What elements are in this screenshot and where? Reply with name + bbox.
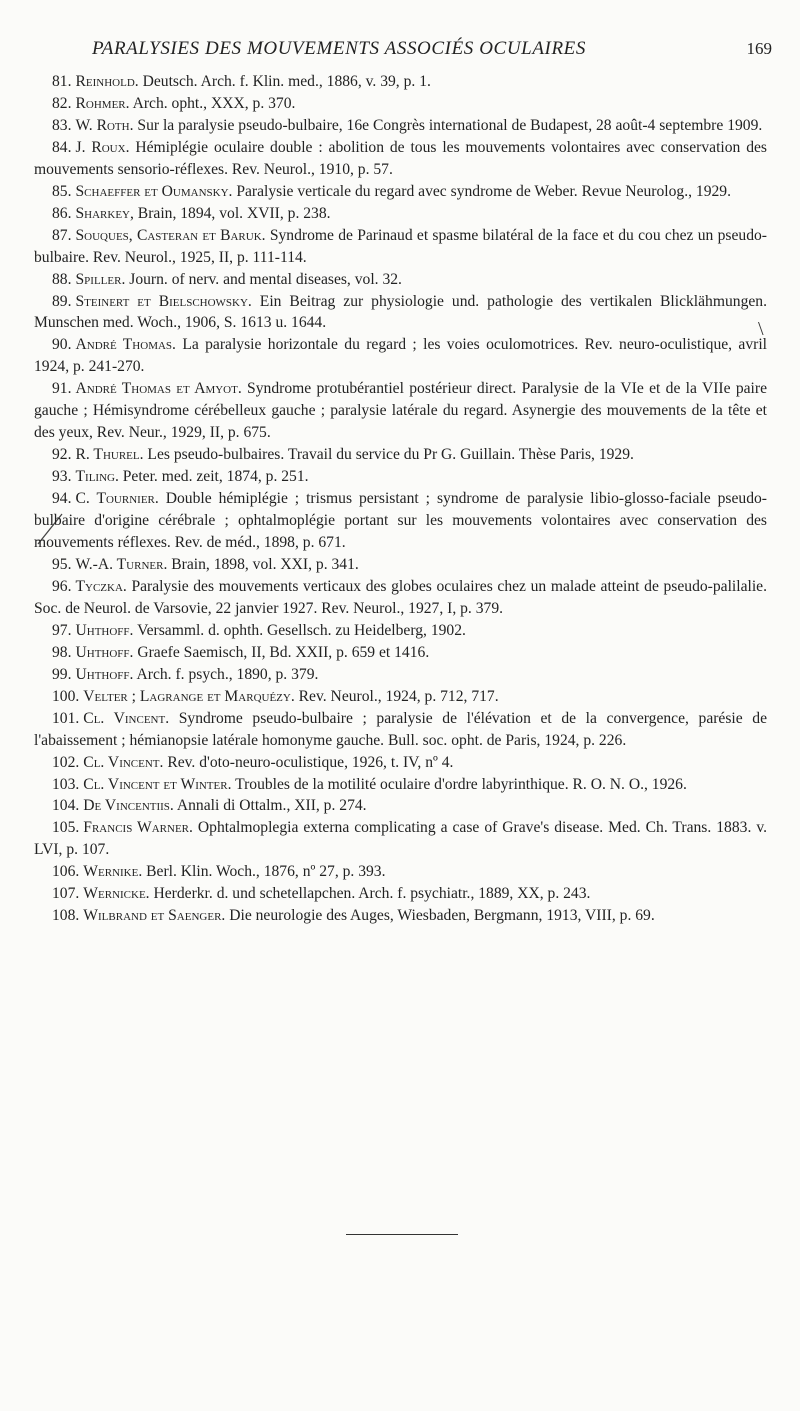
- reference-entry: [34, 71, 767, 93]
- reference-text: Journ. of nerv. and mental diseases, vol. 32.: [125, 270, 402, 288]
- reference-text: Die neurologie des Auges, Wiesbaden, Bergmann, 1913, VIII, p. 69.: [225, 907, 655, 925]
- reference-number: 91.: [52, 380, 72, 398]
- reference-number: 108.: [52, 907, 80, 925]
- reference-number: 106.: [52, 863, 80, 881]
- reference-text: Berl. Klin. Woch., 1876, nº 27, p. 393.: [142, 863, 386, 881]
- reference-entry: [34, 620, 767, 642]
- reference-number: 86.: [52, 204, 72, 222]
- reference-author: W. Roth.: [75, 116, 134, 134]
- running-title: PARALYSIES DES MOUVEMENTS ASSOCIÉS OCULAIRES: [92, 38, 586, 59]
- reference-author: Sharkey,: [75, 204, 134, 222]
- reference-number: 98.: [52, 643, 72, 661]
- reference-author: Wernicke.: [83, 885, 150, 903]
- reference-author: Steinert et Bielschowsky.: [75, 292, 252, 310]
- reference-number: 87.: [52, 226, 72, 244]
- reference-text: Rev. Neurol., 1924, p. 712, 717.: [294, 687, 499, 705]
- reference-number: 101.: [52, 709, 80, 727]
- reference-author: Rohmer.: [75, 94, 130, 112]
- reference-text: Peter. med. zeit, 1874, p. 251.: [118, 468, 309, 486]
- reference-text: Annali di Ottalm., XII, p. 274.: [173, 797, 367, 815]
- reference-author: Wernike.: [83, 863, 143, 881]
- reference-number: 103.: [52, 775, 80, 793]
- reference-number: 100.: [52, 687, 80, 705]
- reference-author: Velter ; Lagrange et Marquézy.: [83, 687, 295, 705]
- reference-text: Herderkr. d. und schetellapchen. Arch. f. psychiatr., 1889, XX, p. 243.: [149, 885, 591, 903]
- reference-entry: [34, 93, 767, 115]
- reference-text: La paralysie horizontale du regard ; les voies oculomotrices. Rev. neuro-oculistique, avril 1924, p. 241-270.: [34, 336, 768, 376]
- reference-text: Rev. d'oto-neuro-oculistique, 1926, t. IV, nº 4.: [163, 753, 454, 771]
- reference-text: Les pseudo-bulbaires. Travail du service du Pr G. Guillain. Thèse Paris, 1929.: [143, 446, 634, 464]
- reference-number: 99.: [52, 665, 72, 683]
- reference-entry: [34, 269, 767, 291]
- reference-number: 105.: [52, 819, 80, 837]
- reference-text: Ein Beitrag zur physiologie und. pathologie des vertikalen Blicklähmungen. Munschen med. Woch., 1906, S. 1613 u. 1644.: [34, 292, 767, 332]
- reference-number: 90.: [52, 336, 72, 354]
- reference-text: Syndrome protubérantiel postérieur direct. Paralysie de la VIe et de la VIIe paire gauche ; Hémisyndrome cérébelleux gauche ; paralysie latérale du regard. Asynergie des mouvements de la tête et des yeux, Rev. Neur., 1929, II, p. 675.: [34, 380, 768, 442]
- reference-text: Brain, 1898, vol. XXI, p. 341.: [167, 555, 359, 573]
- reference-text: Ophtalmoplegia externa complicating a case of Grave's disease. Med. Ch. Trans. 1883. v. LVI, p. 107.: [34, 819, 767, 859]
- reference-text: Paralysie des mouvements verticaux des globes oculaires chez un malade atteint de pseudo-palilalie. Soc. de Neurol. de Varsovie, 22 janvier 1927. Rev. Neurol., 1927, I, p. 379.: [34, 577, 767, 617]
- reference-number: 82.: [52, 94, 72, 112]
- reference-author: Schaeffer et Oumansky.: [75, 182, 233, 200]
- reference-number: 97.: [52, 621, 72, 639]
- reference-author: Francis Warner.: [83, 819, 193, 837]
- reference-entry: [34, 203, 767, 225]
- reference-author: Cl. Vincent.: [83, 709, 170, 727]
- reference-entry: [34, 774, 767, 796]
- reference-text: Double hémiplégie ; trismus persistant ; syndrome de paralysie libio-glosso-faciale pseudo-bulbaire d'origine cérébrale ; ophtalmoplégie portant sur les mouvements volontaires avec conservation des mouvements réflexes. Rev. de méd., 1898, p. 671.: [34, 490, 767, 552]
- reference-entry: [34, 554, 767, 576]
- margin-mark: \: [758, 318, 764, 340]
- reference-text: Arch. opht., XXX, p. 370.: [129, 94, 296, 112]
- reference-text: Graefe Saemisch, II, Bd. XXII, p. 659 et 1416.: [133, 643, 430, 661]
- reference-entry: [34, 664, 767, 686]
- reference-entry: [34, 334, 767, 378]
- reference-author: R. Thurel.: [75, 446, 144, 464]
- reference-entry: [34, 181, 767, 203]
- reference-entry: [34, 378, 767, 444]
- reference-author: Reinhold.: [75, 73, 139, 90]
- reference-number: 102.: [52, 753, 80, 771]
- reference-entry: [34, 861, 767, 883]
- reference-entry: [34, 686, 767, 708]
- reference-author: Cl. Vincent.: [83, 753, 164, 771]
- reference-text: Syndrome pseudo-bulbaire ; paralysie de l'élévation et de la convergence, parésie de l'abaissement ; hémianopsie latérale homonyme gauche. Bull. soc. opht. de Paris, 1924, p. 226.: [34, 709, 767, 749]
- reference-number: 81.: [52, 73, 72, 90]
- reference-author: W.-A. Turner.: [75, 555, 168, 573]
- reference-number: 92.: [52, 446, 72, 464]
- reference-entry: [34, 115, 767, 137]
- reference-number: 96.: [52, 577, 72, 595]
- reference-author: Uhthoff.: [75, 621, 134, 639]
- reference-number: 83.: [52, 116, 72, 134]
- reference-author: Tiling.: [75, 468, 119, 486]
- reference-author: André Thomas et Amyot.: [75, 380, 242, 398]
- reference-number: 84.: [52, 138, 72, 156]
- reference-entry: [34, 795, 767, 817]
- reference-number: 104.: [52, 797, 80, 815]
- reference-entry: [34, 752, 767, 774]
- reference-number: 107.: [52, 885, 80, 903]
- reference-entry: [34, 576, 767, 620]
- reference-number: 93.: [52, 468, 72, 486]
- reference-number: 94.: [52, 490, 72, 508]
- reference-author: Tyczka.: [75, 577, 127, 595]
- reference-number: 95.: [52, 555, 72, 573]
- reference-entry: [34, 137, 767, 181]
- reference-text: Brain, 1894, vol. XVII, p. 238.: [133, 204, 331, 222]
- reference-text: Hémiplégie oculaire double : abolition de tous les mouvements volontaires avec conservation des mouvements sensorio-réflexes. Rev. Neurol., 1910, p. 57.: [34, 138, 767, 178]
- reference-entry: [34, 444, 767, 466]
- reference-number: 88.: [52, 270, 72, 288]
- reference-entry: [34, 883, 767, 905]
- reference-entry: [34, 905, 767, 927]
- page-number: 169: [746, 39, 772, 58]
- reference-text: Troubles de la motilité oculaire d'ordre labyrinthique. R. O. N. O., 1926.: [231, 775, 687, 793]
- reference-number: 89.: [52, 292, 72, 310]
- reference-author: André Thomas.: [75, 336, 176, 354]
- reference-text: Arch. f. psych., 1890, p. 379.: [133, 665, 319, 683]
- reference-text: Paralysie verticale du regard avec syndrome de Weber. Revue Neurolog., 1929.: [232, 182, 732, 200]
- reference-text: Sur la paralysie pseudo-bulbaire, 16e Congrès international de Budapest, 28 août-4 septembre 1909.: [133, 116, 763, 134]
- reference-entry: [34, 488, 767, 554]
- reference-entry: [34, 291, 767, 335]
- reference-text: Deutsch. Arch. f. Klin. med., 1886, v. 39, p. 1.: [138, 73, 431, 90]
- reference-author: Wilbrand et Saenger.: [83, 907, 226, 925]
- reference-author: J. Roux.: [75, 138, 130, 156]
- page-header: [92, 38, 772, 64]
- reference-author: Souques, Casteran et Baruk.: [75, 226, 266, 244]
- reference-author: Uhthoff.: [75, 643, 134, 661]
- reference-text: Syndrome de Parinaud et spasme bilatéral de la face et du cou chez un pseudo-bulbaire. Rev. Neurol., 1925, II, p. 111-114.: [34, 226, 767, 266]
- reference-list: [34, 71, 767, 927]
- reference-entry: [34, 466, 767, 488]
- reference-entry: [34, 225, 767, 269]
- reference-text: Versamml. d. ophth. Gesellsch. zu Heidelberg, 1902.: [133, 621, 466, 639]
- reference-entry: [34, 642, 767, 664]
- reference-author: C. Tournier.: [75, 490, 159, 508]
- reference-number: 85.: [52, 182, 72, 200]
- reference-author: Spiller.: [75, 270, 126, 288]
- reference-author: Cl. Vincent et Winter.: [83, 775, 232, 793]
- reference-entry: [34, 817, 767, 861]
- reference-author: De Vincentiis.: [83, 797, 174, 815]
- reference-entry: [34, 708, 767, 752]
- reference-author: Uhthoff.: [75, 665, 134, 683]
- end-rule: [346, 1234, 458, 1235]
